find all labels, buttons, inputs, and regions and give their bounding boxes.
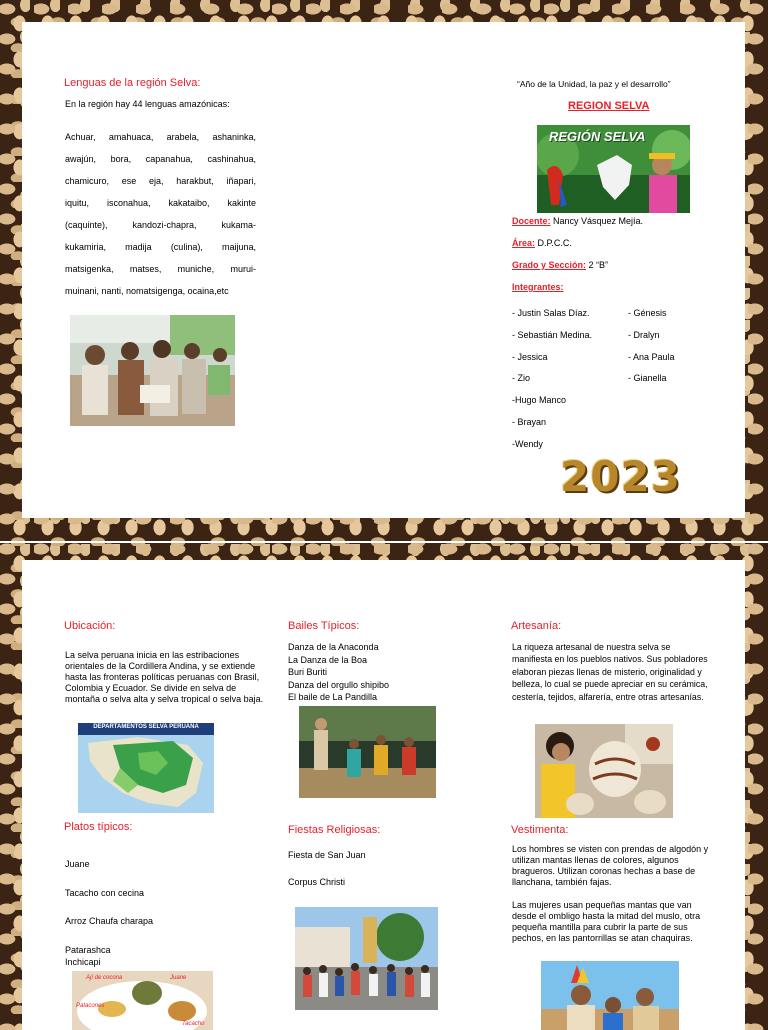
baile-item: Danza de la Anaconda: [288, 642, 379, 652]
area-line: [512, 238, 572, 248]
members-right: [628, 303, 675, 390]
member-name: - Zio: [512, 373, 530, 384]
member-name: - Sebastián Medina.: [512, 329, 593, 340]
vestimenta-text-men: Los hombres se visten con prendas de algodón y utilizan mantas llenas de colores, algunos bragueros. Utilizan coronas hechas a base de llanchana, también fajas.: [512, 844, 709, 887]
plato-item: Inchicapi: [65, 957, 101, 967]
dish-label: Juane: [170, 975, 187, 981]
vestimenta-text-women: Las mujeres usan pequeñas mantas que van desde el ombligo hasta la mitad del muslo, otra pequeña mantilla para cubrir la parte de sus pechos, en las pantorrillas se atan chaquiras.: [512, 900, 701, 943]
member-name: - Gianella: [628, 373, 667, 384]
docente-label: Docente:: [512, 216, 551, 226]
plato-item: Juane: [65, 859, 90, 869]
platos-heading: Platos típicos:: [64, 821, 133, 833]
lenguas-list: [65, 126, 256, 302]
docente-value: Nancy Vásquez Mejía.: [550, 216, 644, 226]
year-2023-graphic: 2023: [560, 452, 681, 501]
fiestas-heading: Fiestas Religiosas:: [288, 824, 381, 836]
lenguas-line: iquitu, isconahua, kakataibo, kakinte: [65, 198, 256, 208]
lenguas-line: chamicuro, ese eja, harakbut, iñapari,: [65, 176, 256, 186]
brochure-page-outside: [22, 22, 745, 518]
lenguas-line: kukamiria, madija (culina), maijuna,: [65, 242, 256, 252]
traditional-dress-photo: [541, 961, 679, 1030]
grado-line: [512, 260, 608, 270]
lenguas-intro: En la región hay 44 lenguas amazónicas:: [65, 99, 230, 109]
page-divider: [0, 541, 768, 543]
region-selva-banner: [537, 125, 690, 213]
member-name: - Brayan: [512, 416, 547, 427]
lenguas-line: matsigenka, matses, muniche, murui-: [65, 264, 256, 274]
dish-label: Ají de cocona: [86, 975, 123, 981]
ceramics-artisan-photo: [535, 724, 673, 818]
bailes-list: [288, 641, 389, 704]
area-label: Área:: [512, 238, 536, 248]
area-value: D.P.C.C.: [535, 238, 572, 248]
ubicacion-heading: Ubicación:: [64, 620, 116, 632]
grado-label: Grado y Sección:: [512, 260, 587, 270]
cover-title: REGION SELVA: [568, 100, 650, 112]
baile-item: El baile de La Pandilla: [288, 692, 378, 702]
brochure-page-inside: [22, 560, 745, 1030]
dance-photo: [299, 706, 436, 798]
member-name: - Génesis: [628, 308, 667, 318]
plato-item: Tacacho con cecina: [65, 887, 145, 898]
typical-dishes-photo: [72, 971, 213, 1030]
docente-line: [512, 216, 643, 226]
fiesta-item: Fiesta de San Juan: [288, 850, 366, 860]
baile-item: Buri Buriti: [288, 667, 328, 677]
year-motto: “Año de la Unidad, la paz y el desarrollo”: [517, 79, 671, 89]
integrantes-label: [512, 282, 564, 292]
member-name: - Ana Paula: [628, 351, 675, 362]
plato-item: Arroz Chaufa charapa: [65, 916, 154, 926]
grado-value: 2 “B”: [586, 260, 609, 270]
member-name: -Wendy: [512, 438, 543, 449]
bailes-heading: Bailes Típicos:: [288, 620, 360, 632]
artesania-text: La riqueza artesanal de nuestra selva se manifiesta en los pueblos nativos. Sus pobladores elaboran piezas llenas de misterio, originalidad y belleza, lo cual se puede apreciar en su cerámica, cestería, tejidos, alfarería, entre otras artesanías.: [512, 642, 708, 702]
lenguas-line: Achuar, amahuaca, arabela, ashaninka,: [65, 132, 256, 142]
integrantes-label-text: Integrantes:: [512, 282, 564, 292]
peru-selva-map: [78, 723, 214, 813]
banner-text: REGIÓN SELVA: [549, 129, 646, 144]
festival-parade-photo: [295, 907, 438, 1010]
baile-item: Danza del orgullo shipibo: [288, 679, 390, 690]
members-left: [512, 303, 592, 456]
lenguas-line: (caquinte), kandozi-chapra, kukama-: [65, 220, 256, 230]
children-reading-photo: [70, 315, 235, 426]
baile-item: La Danza de la Boa: [288, 654, 368, 665]
lenguas-line: awajún, bora, capanahua, cashinahua,: [65, 154, 256, 164]
member-name: - Justin Salas Díaz.: [512, 308, 590, 318]
member-name: - Dralyn: [628, 329, 660, 340]
map-title: DEPARTAMENTOS SELVA PERUANA: [93, 724, 199, 730]
fiesta-item: Corpus Christi: [288, 877, 346, 887]
dish-label: Patacones: [76, 1003, 105, 1009]
ubicacion-text: La selva peruana inicia en las estribaciones orientales de la Cordillera Andina, y se extiende hasta las fronteras políticas peruanas con Brasil, Colombia y Ecuador. Se divide en selva de montaña o selva alta y selva tropical o selva baja.: [65, 650, 264, 704]
dish-label: Tacacho: [182, 1021, 205, 1027]
lenguas-line: muinani, nanti, nomatsigenga, ocaina,etc: [65, 286, 229, 296]
platos-list: [65, 850, 153, 964]
lenguas-heading: Lenguas de la región Selva:: [64, 77, 201, 89]
vestimenta-heading: Vestimenta:: [511, 824, 569, 836]
member-name: - Jessica: [512, 351, 548, 362]
artesania-heading: Artesanía:: [511, 620, 562, 632]
member-name: -Hugo Manco: [512, 395, 567, 406]
plato-item: Patarashca: [65, 944, 111, 955]
